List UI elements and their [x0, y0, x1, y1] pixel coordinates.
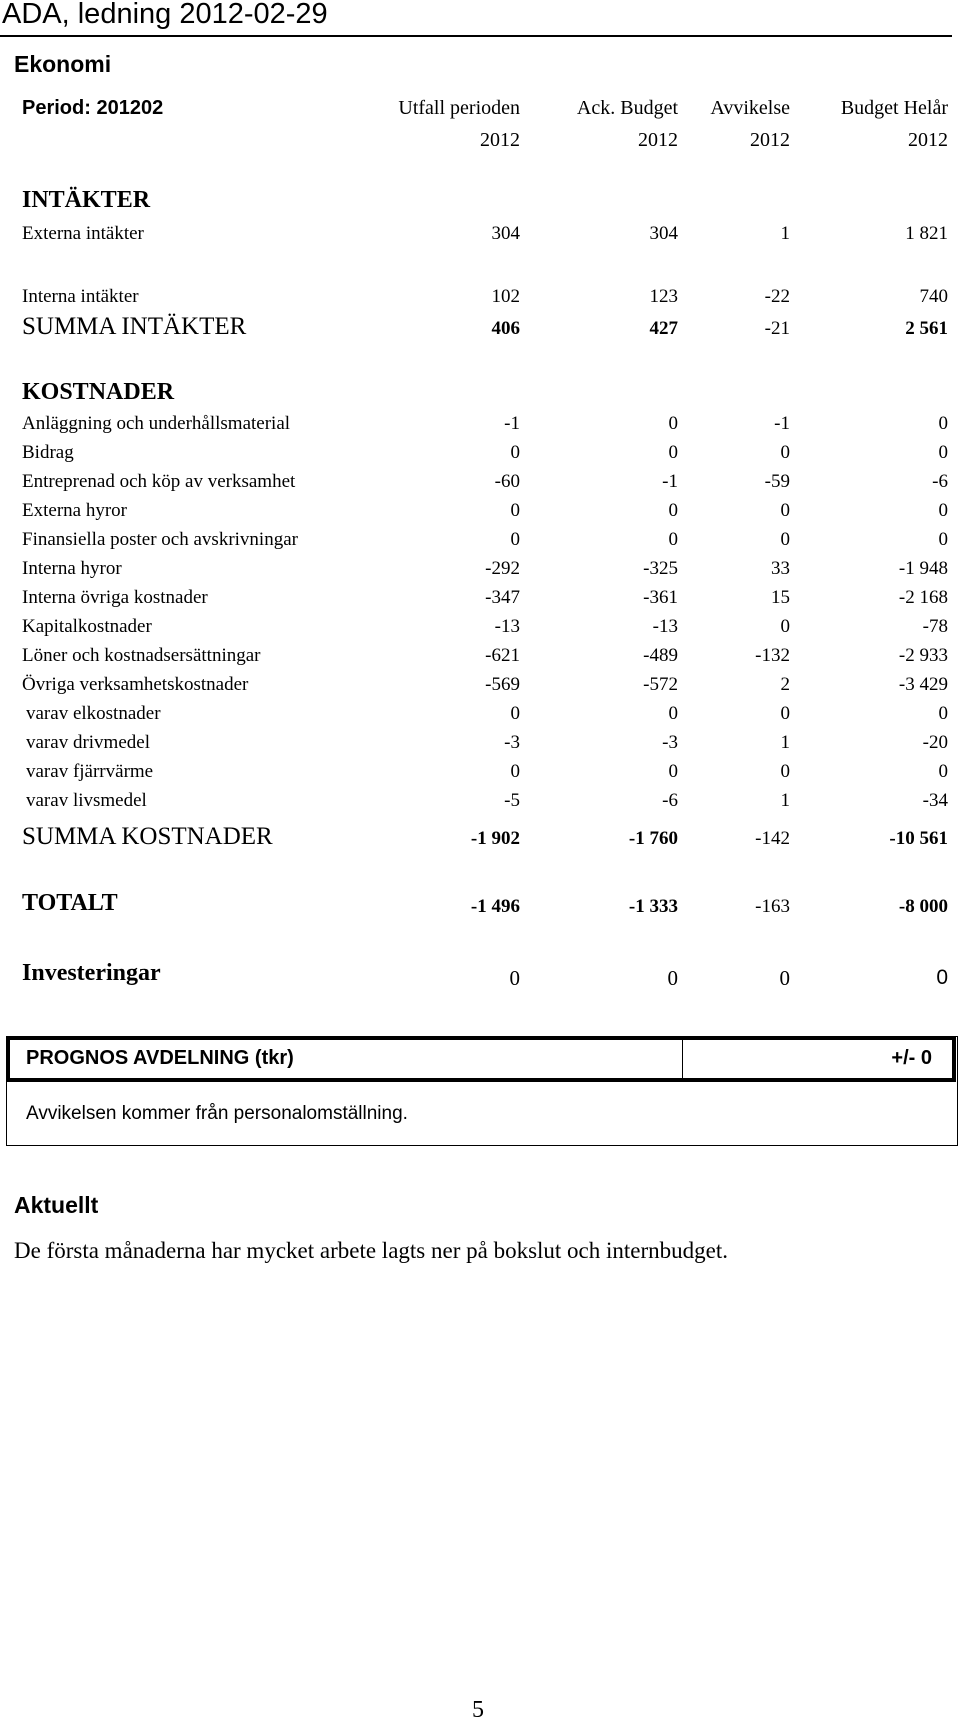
row-label: varav drivmedel	[26, 732, 150, 753]
row-label: varav livsmedel	[26, 790, 147, 811]
cell-utfall: 304	[491, 223, 520, 244]
aktuellt-heading: Aktuellt	[14, 1192, 99, 1218]
cell-ack-budget: -13	[652, 616, 678, 637]
row-label: Finansiella poster och avskrivningar	[22, 529, 298, 550]
total-row-totalt	[0, 890, 960, 922]
cell-avvikelse: 0	[780, 442, 790, 463]
table-row	[0, 500, 960, 528]
section-row-intakter	[0, 187, 960, 215]
column-header-utfall: Utfall perioden	[398, 97, 520, 119]
cell-budget-helar: 0	[938, 413, 948, 434]
cell-budget-helar: 0	[938, 442, 948, 463]
cell-budget-helar: -1 948	[898, 558, 948, 579]
column-header-row-1	[0, 97, 960, 129]
cell-budget-helar: -6	[932, 471, 948, 492]
cell-budget-helar: -3 429	[898, 674, 948, 695]
row-label: SUMMA INTÄKTER	[22, 313, 247, 340]
cell-avvikelse: -132	[755, 645, 790, 666]
table-row	[0, 674, 960, 702]
cell-budget-helar: 740	[919, 286, 948, 307]
cell-budget-helar: 2 561	[905, 318, 948, 339]
column-header-avvikelse: Avvikelse	[710, 97, 790, 119]
cell-budget-helar: 0	[938, 529, 948, 550]
row-label: Anläggning och underhållsmaterial	[22, 413, 291, 434]
cell-ack-budget: 0	[668, 442, 678, 463]
column-header-ack-budget-year: 2012	[638, 129, 678, 151]
row-label: Externa hyror	[22, 500, 127, 521]
summary-row-summa-kostnader	[0, 823, 960, 854]
cell-budget-helar: -2 933	[898, 645, 948, 666]
cell-utfall: -1 902	[470, 828, 520, 849]
prognos-divider	[682, 1040, 683, 1078]
cell-ack-budget: 0	[668, 529, 678, 550]
row-label: KOSTNADER	[22, 379, 175, 405]
cell-utfall: -5	[504, 790, 520, 811]
cell-budget-helar: 0	[938, 761, 948, 782]
row-label: Kapitalkostnader	[22, 616, 152, 637]
cell-ack-budget: -3	[662, 732, 678, 753]
cell-utfall: 102	[491, 286, 520, 307]
cell-ack-budget: -1 333	[628, 896, 678, 917]
cell-ack-budget: -325	[643, 558, 678, 579]
cell-utfall: -3	[504, 732, 520, 753]
row-label: SUMMA KOSTNADER	[22, 823, 273, 850]
title-underline	[0, 35, 952, 37]
aktuellt-text: De första månaderna har mycket arbete lagts ner på bokslut och internbudget.	[14, 1238, 729, 1263]
cell-avvikelse: 1	[780, 732, 790, 753]
cell-utfall: -1	[504, 413, 520, 434]
prognos-label: PROGNOS AVDELNING (tkr)	[26, 1047, 294, 1069]
period-label: Period: 201202	[22, 97, 164, 119]
table-row	[0, 587, 960, 615]
cell-utfall: -621	[485, 645, 520, 666]
cell-avvikelse: 1	[780, 223, 790, 244]
column-header-budget-helar: Budget Helår	[840, 97, 948, 119]
cell-utfall: 0	[509, 966, 520, 990]
table-row	[0, 529, 960, 557]
cell-avvikelse: 33	[771, 558, 790, 579]
row-label: Interna övriga kostnader	[22, 587, 208, 608]
cell-ack-budget: -6	[662, 790, 678, 811]
cell-budget-helar: 0	[938, 500, 948, 521]
summary-row-summa-intakter	[0, 313, 960, 344]
cell-utfall: 0	[510, 761, 520, 782]
table-row	[0, 413, 960, 441]
table-row	[0, 790, 960, 818]
cell-ack-budget: -489	[643, 645, 678, 666]
table-row	[0, 558, 960, 586]
cell-avvikelse: 0	[780, 529, 790, 550]
cell-avvikelse: -142	[755, 828, 790, 849]
prognos-note: Avvikelsen kommer från personalomställning.	[26, 1103, 408, 1124]
cell-budget-helar: -20	[922, 732, 948, 753]
cell-avvikelse: 2	[780, 674, 790, 695]
cell-ack-budget: 0	[668, 500, 678, 521]
cell-budget-helar: 1 821	[905, 223, 948, 244]
cell-avvikelse: 0	[780, 703, 790, 724]
cell-ack-budget: -1 760	[628, 828, 678, 849]
prognos-border-right	[952, 1040, 956, 1078]
cell-ack-budget: -572	[643, 674, 678, 695]
cell-budget-helar: -10 561	[889, 828, 948, 849]
table-row	[0, 732, 960, 760]
column-header-utfall-year: 2012	[480, 129, 520, 151]
cell-utfall: -569	[485, 674, 520, 695]
cell-avvikelse: 0	[780, 616, 790, 637]
cell-avvikelse: 15	[771, 587, 790, 608]
row-label: varav fjärrvärme	[26, 761, 154, 782]
row-label: Övriga verksamhetskostnader	[22, 674, 249, 695]
row-label: varav elkostnader	[26, 703, 161, 724]
column-header-avvikelse-year: 2012	[750, 129, 790, 151]
cell-ack-budget: 123	[649, 286, 678, 307]
row-label: Löner och kostnadsersättningar	[22, 645, 261, 666]
cell-ack-budget: 0	[668, 703, 678, 724]
row-label: Bidrag	[22, 442, 74, 463]
cell-ack-budget: -361	[643, 587, 678, 608]
cell-utfall: 0	[510, 500, 520, 521]
cell-budget-helar: 0	[938, 703, 948, 724]
table-row	[0, 761, 960, 789]
cell-utfall: 0	[510, 703, 520, 724]
column-header-budget-helar-year: 2012	[908, 129, 948, 151]
cell-budget-helar: -34	[922, 790, 948, 811]
cell-utfall: -13	[494, 616, 520, 637]
table-row	[0, 442, 960, 470]
table-row	[0, 223, 960, 251]
cell-utfall: 406	[491, 318, 520, 339]
row-label: Investeringar	[22, 960, 161, 986]
cell-avvikelse: -1	[774, 413, 790, 434]
cell-utfall: -347	[485, 587, 520, 608]
cell-utfall: -1 496	[470, 896, 520, 917]
cell-ack-budget: 427	[649, 318, 678, 339]
cell-avvikelse: 0	[780, 761, 790, 782]
cell-utfall: 0	[510, 442, 520, 463]
investeringar-row	[0, 960, 960, 991]
prognos-header-row	[6, 1036, 956, 1082]
cell-avvikelse: -59	[764, 471, 790, 492]
document-title: ADA, ledning 2012-02-29	[2, 0, 328, 30]
cell-ack-budget: 0	[668, 413, 678, 434]
cell-ack-budget: 0	[668, 761, 678, 782]
table-row	[0, 703, 960, 731]
row-label: Entreprenad och köp av verksamhet	[22, 471, 296, 492]
table-row	[0, 616, 960, 644]
cell-utfall: -60	[494, 471, 520, 492]
page-number: 5	[472, 1697, 484, 1723]
cell-budget-helar: 0	[936, 966, 948, 989]
row-label: Externa intäkter	[22, 223, 144, 244]
cell-avvikelse: -22	[764, 286, 790, 307]
cell-utfall: -292	[485, 558, 520, 579]
cell-avvikelse: 0	[780, 500, 790, 521]
cell-avvikelse: 1	[780, 790, 790, 811]
table-row	[0, 471, 960, 499]
row-label: TOTALT	[22, 890, 118, 916]
cell-avvikelse: -163	[755, 896, 790, 917]
prognos-value: +/- 0	[891, 1047, 932, 1069]
prognos-border-left	[6, 1040, 10, 1078]
section-row-kostnader	[0, 379, 960, 407]
column-header-ack-budget: Ack. Budget	[576, 97, 678, 119]
cell-budget-helar: -2 168	[898, 587, 948, 608]
cell-budget-helar: -78	[922, 616, 948, 637]
table-row	[0, 286, 960, 314]
row-label: INTÄKTER	[22, 187, 151, 213]
table-row	[0, 645, 960, 673]
row-label: Interna hyror	[22, 558, 122, 579]
cell-avvikelse: -21	[764, 318, 790, 339]
section-heading-ekonomi: Ekonomi	[14, 51, 112, 77]
cell-budget-helar: -8 000	[898, 896, 948, 917]
cell-utfall: 0	[510, 529, 520, 550]
column-header-row-2	[0, 129, 960, 161]
cell-ack-budget: 0	[667, 966, 678, 990]
row-label: Interna intäkter	[22, 286, 139, 307]
cell-ack-budget: -1	[662, 471, 678, 492]
cell-ack-budget: 304	[649, 223, 678, 244]
cell-avvikelse: 0	[779, 966, 790, 990]
